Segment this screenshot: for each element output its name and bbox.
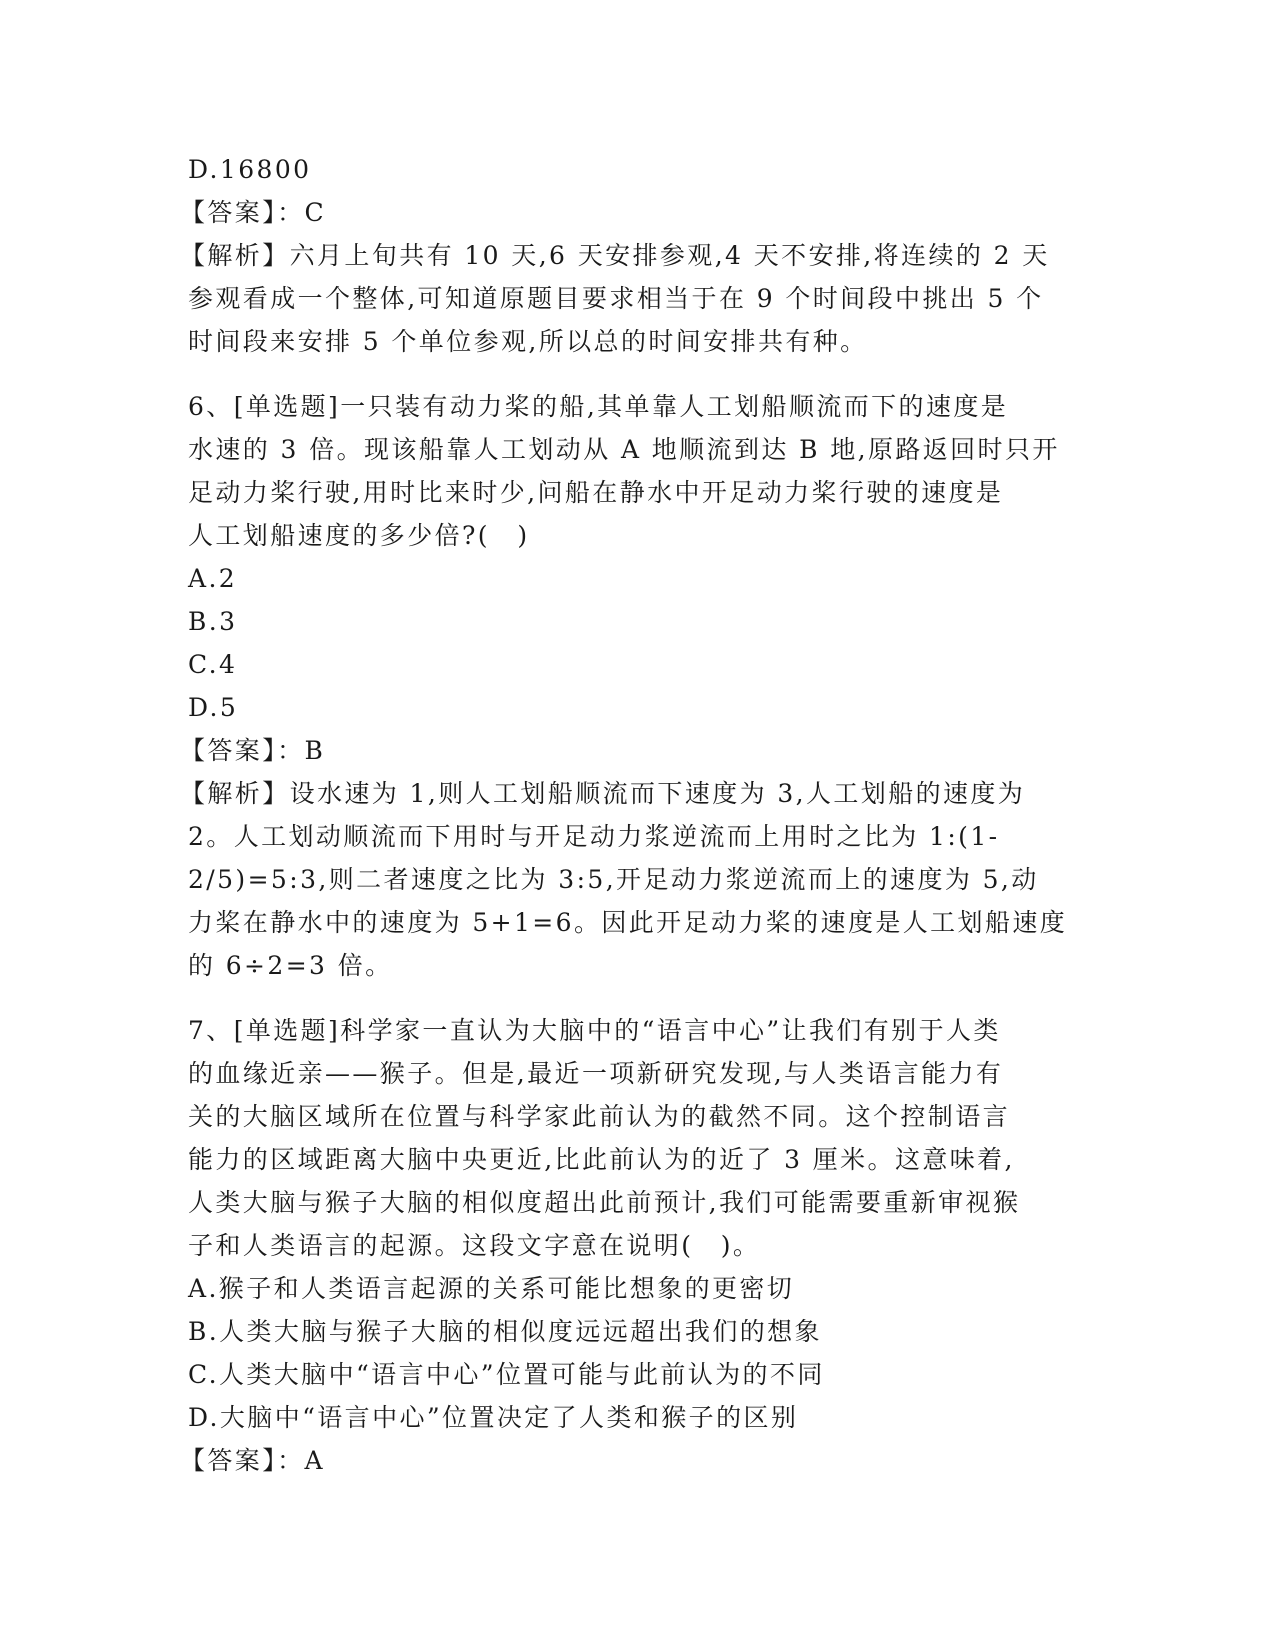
q7-option-a: A.猴子和人类语言起源的关系可能比想象的更密切 (188, 1274, 795, 1303)
question-gap (188, 987, 1088, 1009)
q6-analysis-line: 【解析】设水速为 1,则人工划船顺流而下速度为 3,人工划船的速度为 (180, 779, 1026, 808)
q6-analysis-line: 2。人工划动顺流而下用时与开足动力浆逆流而上用时之比为 1:(1- (188, 822, 1000, 851)
q6-analysis-line: 2/5)=5:3,则二者速度之比为 3:5,开足动力浆逆流而上的速度为 5,动 (188, 865, 1039, 894)
q5-option-d: D.16800 (188, 155, 312, 184)
q7-stem-line: 7、[单选题]科学家一直认为大脑中的“语言中心”让我们有别于人类 (188, 1016, 1001, 1045)
q6-option-a: A.2 (188, 564, 238, 593)
q6-option-d: D.5 (188, 693, 239, 722)
q5-analysis-line: 参观看成一个整体,可知道原题目要求相当于在 9 个时间段中挑出 5 个 (188, 284, 1044, 313)
q7-stem-line: 人类大脑与猴子大脑的相似度超出此前预计,我们可能需要重新审视猴 (188, 1188, 1021, 1217)
q7-option-d: D.大脑中“语言中心”位置决定了人类和猴子的区别 (188, 1403, 799, 1432)
document-page (180, 148, 1088, 1482)
q6-stem-line: 水速的 3 倍。现该船靠人工划动从 A 地顺流到达 B 地,原路返回时只开 (188, 435, 1060, 464)
q7-answer: 【答案】：A (180, 1446, 325, 1475)
q7-stem-line: 能力的区域距离大脑中央更近,比此前认为的近了 3 厘米。这意味着, (188, 1145, 1015, 1174)
q5-analysis-line: 时间段来安排 5 个单位参观,所以总的时间安排共有种。 (188, 327, 868, 356)
question-gap (188, 363, 1088, 385)
q6-analysis-line: 的 6÷2=3 倍。 (188, 951, 393, 980)
q5-answer: 【答案】：C (180, 198, 327, 227)
q5-analysis-line: 【解析】六月上旬共有 10 天,6 天安排参观,4 天不安排,将连续的 2 天 (180, 241, 1050, 270)
q6-stem-line: 人工划船速度的多少倍?( ) (188, 521, 530, 550)
q6-answer: 【答案】：B (180, 736, 326, 765)
q6-stem-line: 足动力桨行驶,用时比来时少,问船在静水中开足动力桨行驶的速度是 (188, 478, 1004, 507)
q6-stem-line: 6、[单选题]一只装有动力桨的船,其单靠人工划船顺流而下的速度是 (188, 392, 1009, 421)
q7-option-b: B.人类大脑与猴子大脑的相似度远远超出我们的想象 (188, 1317, 822, 1346)
q7-stem-line: 关的大脑区域所在位置与科学家此前认为的截然不同。这个控制语言 (188, 1102, 1011, 1131)
q6-analysis-line: 力桨在静水中的速度为 5+1=6。因此开足动力桨的速度是人工划船速度 (188, 908, 1068, 937)
q6-option-c: C.4 (188, 650, 238, 679)
q7-stem-line: 子和人类语言的起源。这段文字意在说明( )。 (188, 1231, 761, 1260)
q6-option-b: B.3 (188, 607, 238, 636)
q7-option-c: C.人类大脑中“语言中心”位置可能与此前认为的不同 (188, 1360, 825, 1389)
q7-stem-line: 的血缘近亲——猴子。但是,最近一项新研究发现,与人类语言能力有 (188, 1059, 1004, 1088)
